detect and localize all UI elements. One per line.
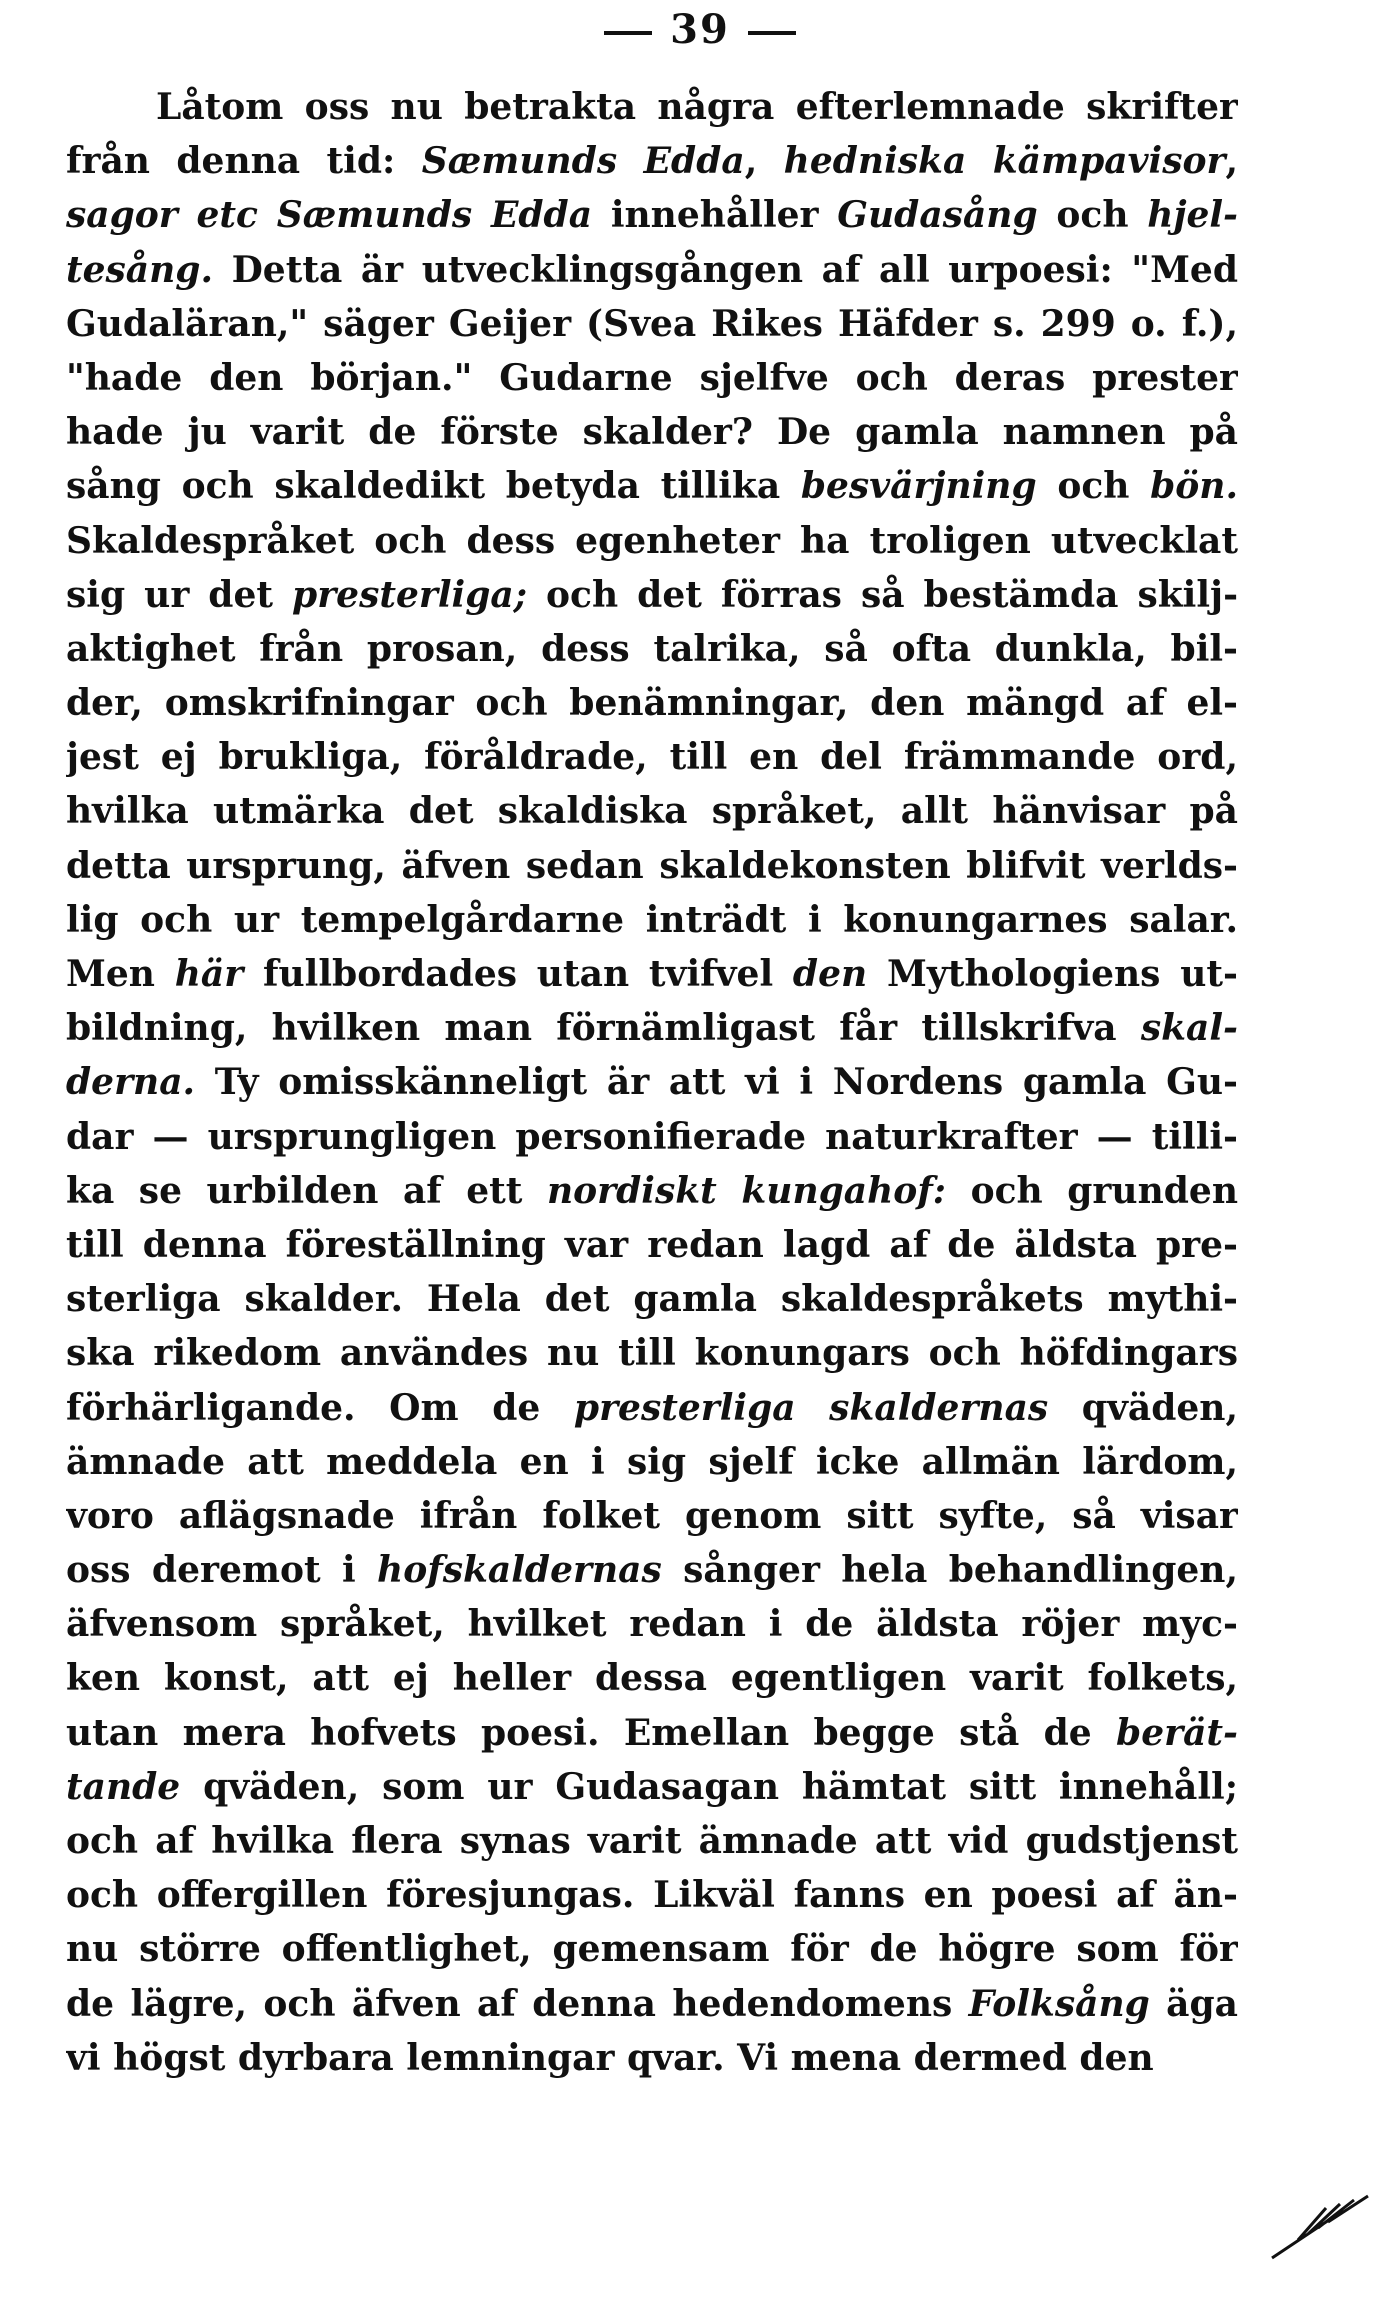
text-line [66, 784, 1238, 838]
text-segment: och det förras så bestämda skilj- [527, 573, 1238, 616]
text-line [66, 351, 1238, 405]
text-segment: detta ursprung, äfven sedan skaldekonsten blifvit verlds- [66, 844, 1238, 887]
text-segment: och [1036, 465, 1151, 508]
italic-text: nordiskt kungahof: [546, 1169, 947, 1212]
text-segment: hvilka utmärka det skaldiska språket, allt hänvisar på [66, 790, 1238, 833]
text-segment: Men [66, 953, 175, 995]
text-segment: , [744, 140, 784, 183]
text-line [66, 1651, 1238, 1705]
text-line [66, 1922, 1238, 1976]
text-line [66, 730, 1238, 784]
text-segment: utan mera hofvets poesi. Emellan begge stå de [66, 1711, 1117, 1754]
text-line [66, 1055, 1238, 1109]
text-segment: "hade den början." Gudarne sjelfve och deras prester [66, 356, 1238, 399]
text-line [66, 1760, 1238, 1814]
text-segment: der, omskrifningar och benämningar, den mängd af el- [66, 682, 1238, 725]
text-line [66, 1543, 1238, 1597]
text-segment: till denna föreställning var redan lagd af de äldsta pre- [66, 1223, 1238, 1266]
italic-text: sagor etc [66, 194, 277, 237]
text-line [66, 1110, 1238, 1164]
text-line [66, 297, 1238, 351]
text-segment: sång och skaldedikt betyda tillika [66, 465, 801, 508]
italic-text: tande [66, 1765, 181, 1808]
text-line [66, 1326, 1238, 1380]
text-segment: ämnade att meddela en i sig sjelf icke allmän lärdom, [66, 1440, 1238, 1483]
text-line [66, 622, 1238, 676]
text-line [66, 405, 1238, 459]
text-line [66, 1814, 1238, 1868]
italic-text: hjel- [1147, 194, 1238, 237]
italic-text: derna. [66, 1061, 196, 1104]
text-segment: Skaldespråket och dess egenheter ha troligen utvecklat [66, 519, 1238, 562]
italic-text: den [792, 953, 868, 995]
page-number-header [0, 6, 1400, 53]
text-segment: vi högst dyrbara lemningar qvar. Vi mena dermed den [66, 2036, 1154, 2079]
italic-text: här [174, 953, 244, 995]
text-line [66, 1489, 1238, 1543]
italic-text: bön. [1150, 465, 1238, 508]
text-segment: och [1037, 194, 1148, 237]
text-segment: och grunden [946, 1169, 1238, 1212]
text-line [66, 514, 1238, 568]
text-segment: Ty omisskänneligt är att vi i Nordens gamla Gu- [195, 1061, 1238, 1104]
page-number: 39 [670, 6, 730, 53]
text-line [66, 1977, 1238, 2031]
text-segment: qväden, som ur Gudasagan hämtat sitt innehåll; [180, 1765, 1238, 1808]
quill-mark-icon [1268, 2192, 1378, 2262]
italic-text: besvärjning [800, 465, 1037, 508]
text-segment: , [1225, 140, 1238, 183]
text-line [66, 80, 1238, 134]
text-segment: jest ej brukliga, föråldrade, till en del främmande ord, [66, 736, 1238, 779]
text-line [66, 2031, 1238, 2085]
page-number-dash-right [748, 31, 796, 35]
text-line [66, 243, 1238, 297]
text-line [66, 134, 1238, 188]
text-segment: Gudaläran," säger Geijer (Svea Rikes Häfder s. 299 o. f.), [66, 302, 1238, 345]
text-line [66, 1218, 1238, 1272]
italic-text: berät- [1116, 1711, 1238, 1754]
text-line [66, 1272, 1238, 1326]
text-segment: lig och ur tempelgårdarne inträdt i konungarnes salar. [66, 898, 1238, 941]
text-segment: Mythologiens ut- [867, 953, 1238, 995]
text-segment: fullbordades utan tvifvel [243, 953, 793, 995]
body-text [66, 80, 1238, 2085]
text-line [66, 1706, 1238, 1760]
text-line [66, 1381, 1238, 1435]
italic-text: hedniska kämpavisor [783, 140, 1226, 183]
text-segment: äga [1149, 1982, 1238, 2025]
text-segment: oss deremot i [66, 1549, 378, 1592]
text-line [66, 459, 1238, 513]
page-number-dash-left [604, 31, 652, 35]
text-segment: Detta är utvecklingsgången af all urpoesi: "Med [213, 248, 1238, 291]
text-line [66, 839, 1238, 893]
text-segment: innehåller [592, 194, 838, 237]
text-segment: och af hvilka flera synas varit ämnade att vid gudstjenst [66, 1820, 1238, 1862]
text-segment: bildning, hvilken man förnämligast får tillskrifva [66, 1007, 1141, 1050]
text-segment: sig ur det [66, 573, 293, 616]
text-line [66, 1597, 1238, 1651]
text-segment: voro aflägsnade ifrån folket genom sitt syfte, så visar [66, 1494, 1238, 1537]
text-segment: qväden, [1048, 1386, 1238, 1429]
text-line [66, 188, 1238, 242]
text-line [66, 893, 1238, 947]
text-segment: Låtom oss nu betrakta några efterlemnade skrifter [156, 86, 1238, 128]
italic-text: presterliga; [292, 573, 527, 616]
text-line [66, 1868, 1238, 1922]
text-segment: sterliga skalder. Hela det gamla skaldespråkets mythi- [66, 1278, 1238, 1321]
text-segment: sånger hela behandlingen, [661, 1549, 1238, 1592]
text-line [66, 1001, 1238, 1055]
text-line [66, 1164, 1238, 1218]
italic-text: Sæmunds Edda [421, 140, 745, 183]
text-line [66, 676, 1238, 730]
text-segment: ken konst, att ej heller dessa egentligen varit folkets, [66, 1657, 1238, 1700]
text-segment: förhärligande. Om de [66, 1386, 574, 1429]
text-segment: och offergillen föresjungas. Likväl fanns en poesi af än- [66, 1874, 1238, 1917]
italic-text: hofskaldernas [377, 1549, 662, 1592]
italic-text: tesång. [66, 248, 214, 291]
italic-text: skal- [1140, 1007, 1238, 1050]
italic-text: Sæmunds Edda [276, 194, 593, 237]
text-segment: de lägre, och äfven af denna hedendomens [66, 1982, 969, 2025]
text-line [66, 568, 1238, 622]
italic-text: presterliga skaldernas [573, 1386, 1049, 1429]
text-segment: äfvensom språket, hvilket redan i de äldsta röjer myc- [66, 1603, 1238, 1646]
text-line [66, 1435, 1238, 1489]
text-line [66, 947, 1238, 1001]
text-segment: ka se urbilden af ett [66, 1169, 547, 1212]
text-segment: dar — ursprungligen personifierade naturkrafter — tilli- [66, 1115, 1238, 1158]
text-segment: aktighet från prosan, dess talrika, så ofta dunkla, bil- [66, 627, 1238, 670]
italic-text: Gudasång [837, 194, 1038, 237]
italic-text: Folksång [968, 1982, 1150, 2025]
text-segment: nu större offentlighet, gemensam för de högre som för [66, 1928, 1238, 1971]
text-segment: hade ju varit de förste skalder? De gamla namnen på [66, 411, 1238, 454]
text-segment: från denna tid: [66, 140, 422, 183]
text-segment: ska rikedom användes nu till konungars och höfdingars [66, 1332, 1238, 1375]
